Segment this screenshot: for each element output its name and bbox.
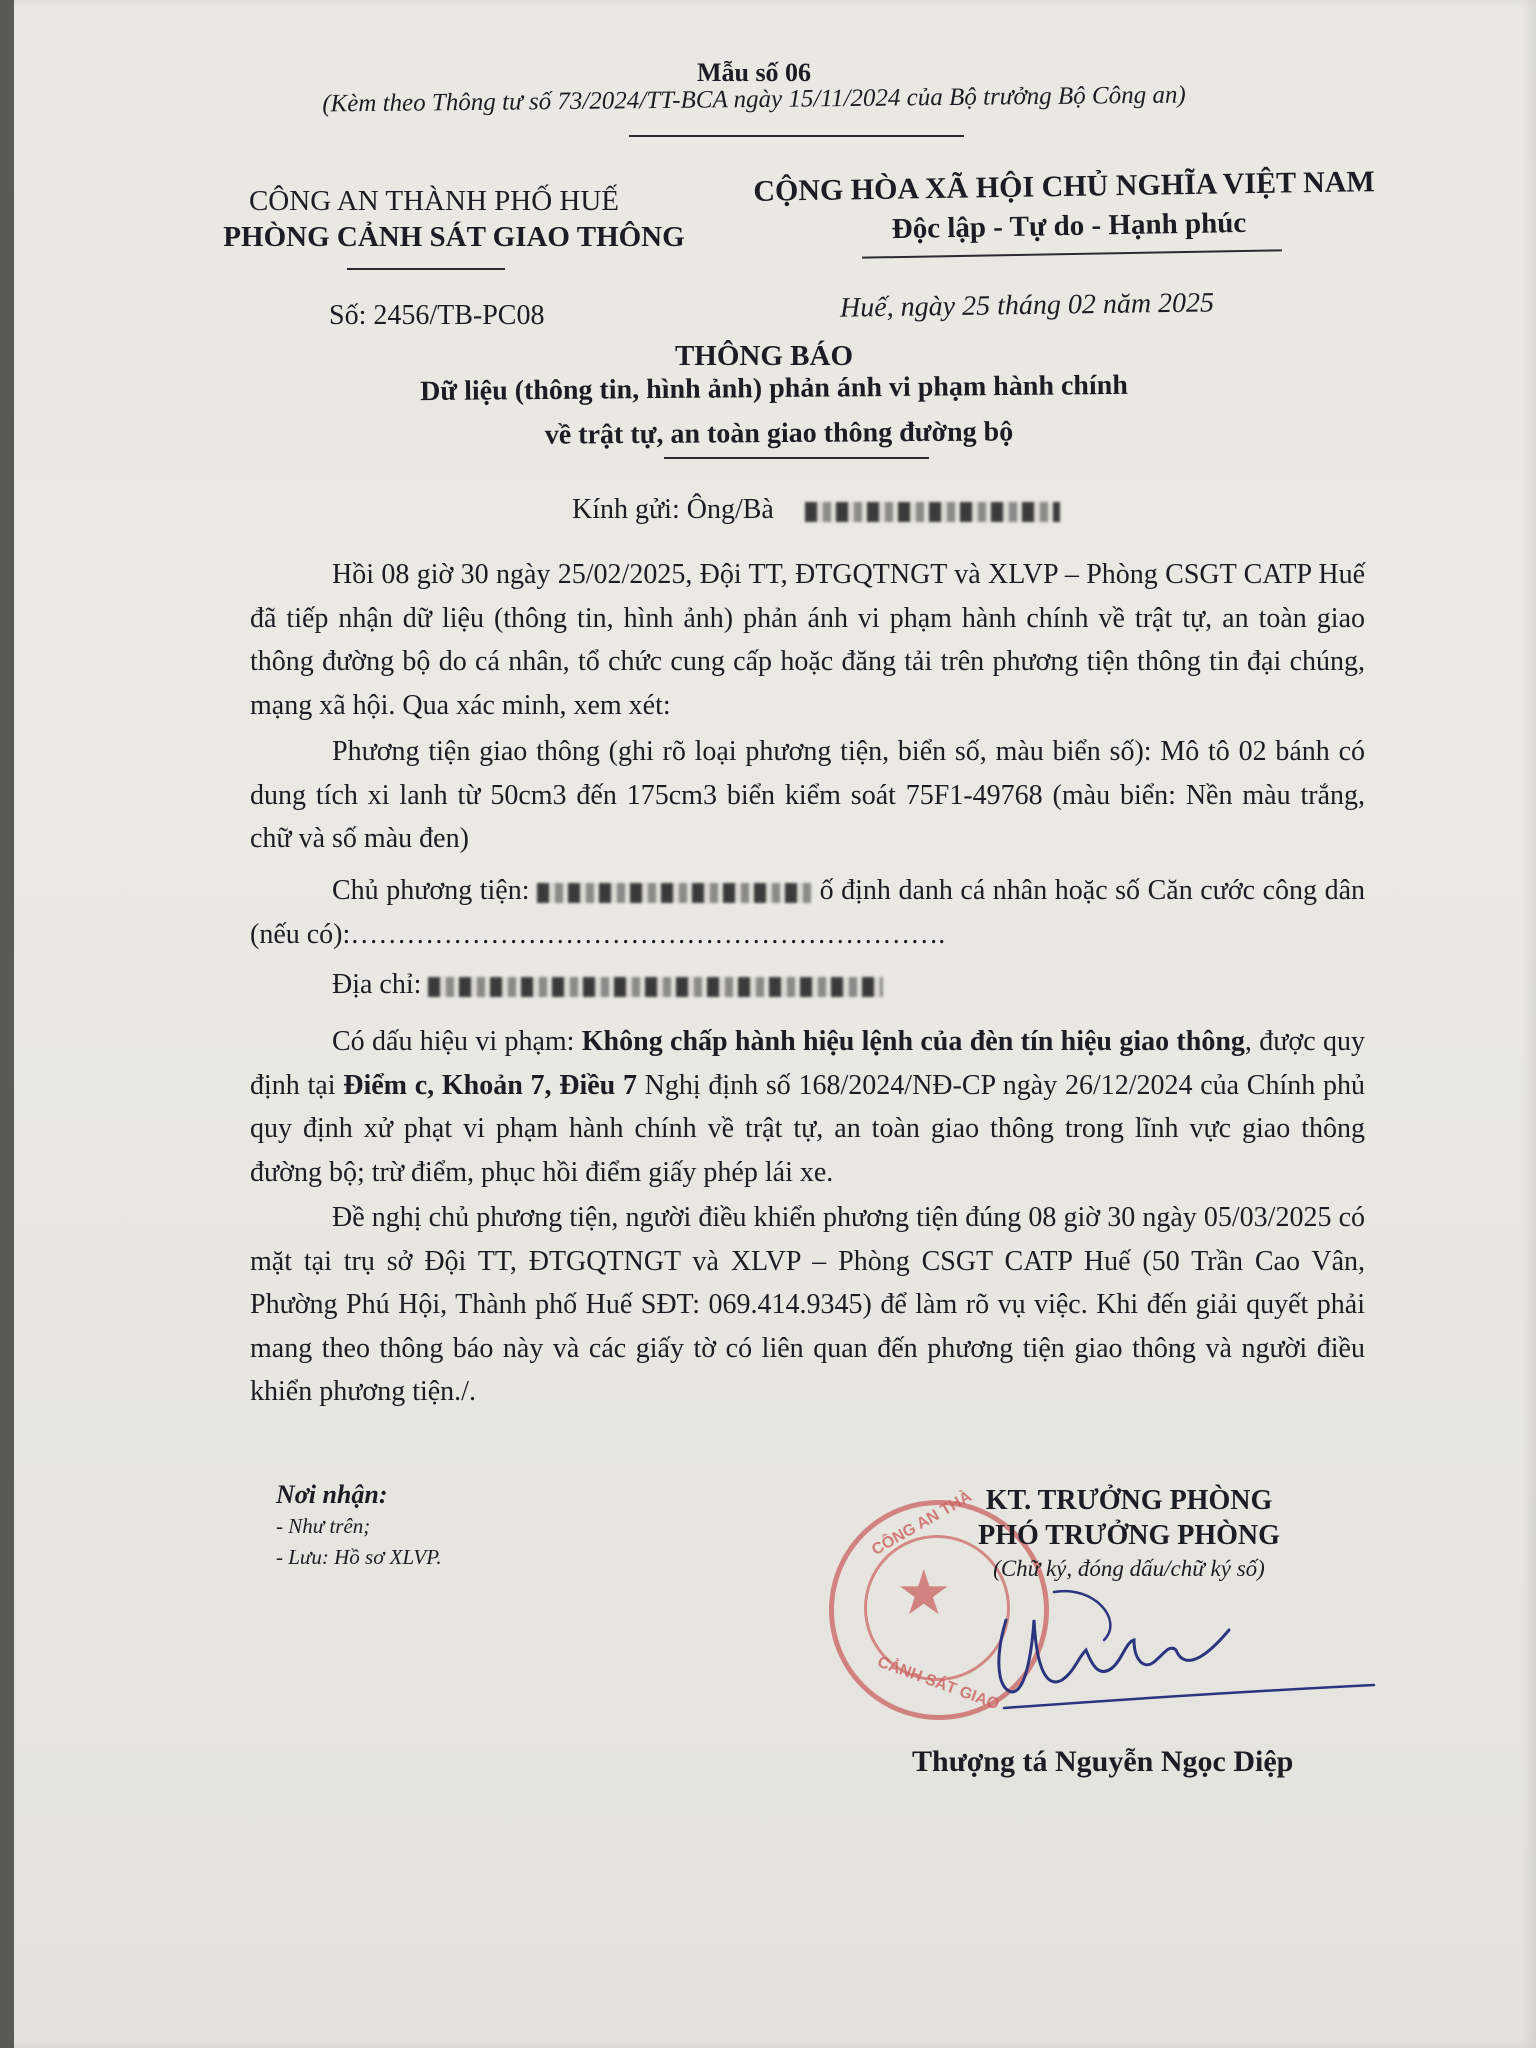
agency-parent: CÔNG AN THÀNH PHỐ HUẾ <box>248 185 620 217</box>
paragraph-violation <box>250 1020 1365 1194</box>
doc-title: THÔNG BÁO <box>674 340 854 372</box>
divider <box>664 457 929 459</box>
signature-title-1: KT. TRƯỞNG PHÒNG <box>985 1485 1273 1516</box>
violation-article: Điểm c, Khoản 7, Điều 7 <box>343 1069 637 1101</box>
nation-title: CỘNG HÒA XÃ HỘI CHỦ NGHĨA VIỆT NAM <box>753 165 1375 208</box>
redacted-owner <box>537 883 812 903</box>
doc-number: Số: 2456/TB-PC08 <box>329 300 545 331</box>
address-label: Địa chỉ: <box>332 969 422 1000</box>
divider <box>629 135 964 137</box>
signature-note: (Chữ ký, đóng dấu/chữ ký số) <box>993 1556 1265 1581</box>
recipient-item: - Như trên; <box>276 1514 371 1538</box>
violation-description: Không chấp hành hiệu lệnh của đèn tín hiệu giao thông <box>581 1026 1245 1057</box>
seal-arc-text: CẢNH SÁT GIAO <box>875 1653 1002 1714</box>
recipients-label: Nơi nhận: <box>276 1480 388 1509</box>
form-number: Mẫu số 06 <box>696 58 812 87</box>
addressee-label: Kính gửi: Ông/Bà <box>572 494 774 525</box>
divider <box>862 249 1282 258</box>
form-reference: (Kèm theo Thông tư số 73/2024/TT-BCA ngày 15/11/2024 của Bộ trưởng Bộ Công an) <box>322 81 1186 118</box>
paragraph-vehicle: Phương tiện giao thông (ghi rõ loại phương tiện, biển số, màu biển số): Mô tô 02 bánh có dung tích xi lanh từ 50cm3 đến 175cm3 biển kiểm soát 75F1-49768 (màu biển: Nền màu trắng, chữ và số màu đen) <box>250 736 1365 854</box>
addressee <box>572 494 1060 526</box>
recipient-item: - Lưu: Hồ sơ XLVP. <box>276 1545 442 1569</box>
paragraph-owner <box>250 869 1365 956</box>
redacted-name <box>805 502 1060 522</box>
agency-name: PHÒNG CẢNH SÁT GIAO THÔNG <box>223 221 685 253</box>
violation-prefix: Có dấu hiệu vi phạm: <box>332 1026 582 1057</box>
doc-subtitle-2: về trật tự, an toàn giao thông đường bộ <box>544 416 1014 451</box>
seal-arc-text: CÔNG AN THÀ <box>869 1488 975 1560</box>
violation-mid: , được quy định tại <box>250 1026 1365 1101</box>
place-date: Huế, ngày 25 tháng 02 năm 2025 <box>839 287 1215 324</box>
violation-decree: Nghị định số 168/2024/NĐ-CP ngày 26/12/2024 của Chính phủ quy định xử phạt vi phạm hành chính về trật tự, an toàn giao thông trong lĩnh vực giao thông đường bộ; trừ điểm, phục hồi điểm giấy phép lái xe. <box>250 1069 1365 1188</box>
signature-title-2: PHÓ TRƯỞNG PHÒNG <box>978 1520 1280 1551</box>
owner-label: Chủ phương tiện: <box>332 875 530 906</box>
handwritten-signature <box>974 1580 1384 1730</box>
owner-id-text: ố định danh cá nhân hoặc số Căn cước công dân (nếu có):………………………………………………………. <box>250 875 1366 950</box>
seal-star-icon: ★ <box>896 1560 952 1628</box>
paragraph-request: Đề nghị chủ phương tiện, người điều khiển phương tiện đúng 08 giờ 30 ngày 05/03/2025 có mặt tại trụ sở Đội TT, ĐTGQTNGT và XLVP – Phòng CSGT CATP Huế (50 Trần Cao Vân, Phường Phú Hội, Thành phố Huế SĐT: 069.414.9345) để làm rõ vụ việc. Khi đến giải quyết phải mang theo thông báo này và các giấy tờ có liên quan đến phương tiện giao thông và người điều khiển phương tiện./. <box>250 1202 1365 1407</box>
paragraph-reception: Hồi 08 giờ 30 ngày 25/02/2025, Đội TT, ĐTGQTNGT và XLVP – Phòng CSGT CATP Huế đã tiếp nhận dữ liệu (thông tin, hình ảnh) phản ánh vi phạm hành chính về trật tự, an toàn giao thông đường bộ do cá nhân, tổ chức cung cấp hoặc đăng tải trên phương tiện thông tin đại chúng, mạng xã hội. Qua xác minh, xem xét: <box>250 559 1365 721</box>
signer-name: Thượng tá Nguyễn Ngọc Diệp <box>912 1745 1294 1778</box>
divider <box>347 268 505 270</box>
doc-subtitle-1: Dữ liệu (thông tin, hình ảnh) phản ánh vi phạm hành chính <box>419 369 1128 408</box>
redacted-address <box>428 977 883 997</box>
paragraph-address <box>250 963 1365 1007</box>
document-page <box>14 0 1536 2048</box>
motto: Độc lập - Tự do - Hạnh phúc <box>891 206 1247 246</box>
